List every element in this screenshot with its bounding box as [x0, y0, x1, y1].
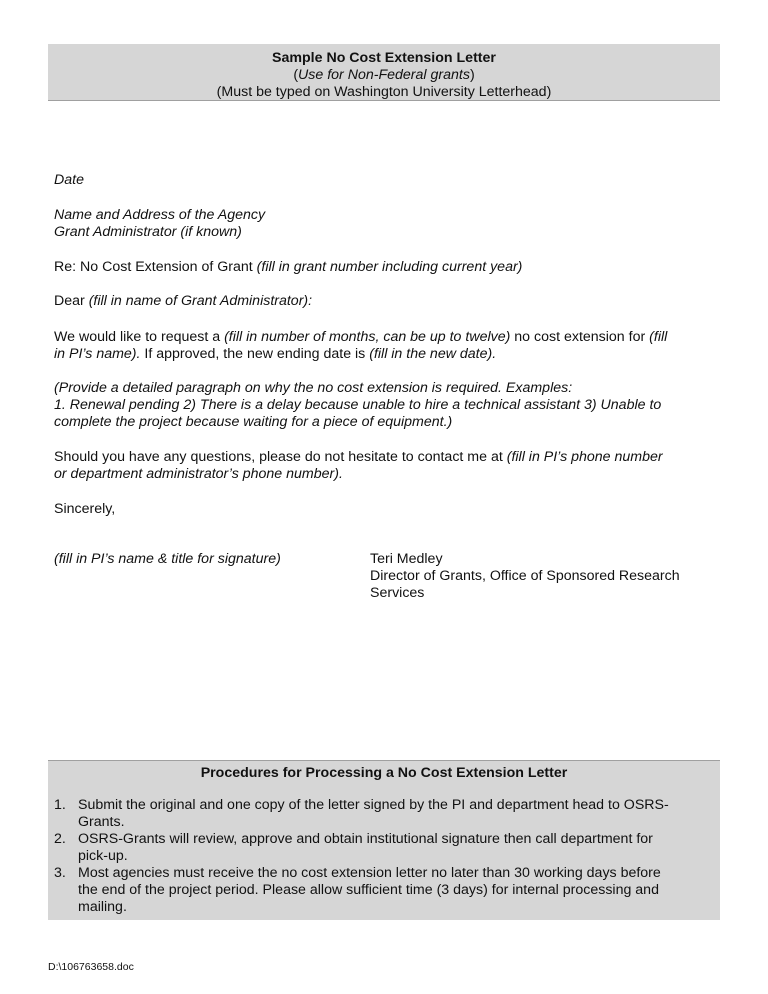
file-path-footer: D:\106763658.doc [48, 961, 134, 973]
letterhead-note: (Must be typed on Washington University Letterhead) [216, 84, 552, 100]
procedures-box [48, 760, 720, 920]
list-item: 1. Submit the original and one copy of the letter signed by the PI and department head to OSRS- Grants. [54, 797, 669, 830]
agency-address [54, 207, 720, 241]
list-item: 2. OSRS-Grants will review, approve and obtain institutional signature then call department for pick-up. [54, 831, 653, 864]
document-title: Sample No Cost Extension Letter [272, 50, 496, 66]
paragraph-justification: (Provide a detailed paragraph on why the no cost extension is required. Examples: 1. Renewal pending 2) There is a delay because unable to hire a technical assistant 3) Unable to complete the project because waiting for a piece of equipment.) [54, 380, 662, 430]
header-box [48, 44, 720, 101]
paragraph-contact: Should you have any questions, please do not hesitate to contact me at (fill in PI’s phone number or department administrator’s phone number). [54, 449, 663, 482]
signatory-title-2: Services [370, 585, 425, 601]
paragraph-request: We would like to request a (fill in number of months, can be up to twelve) no cost extension for (fill in PI’s name). If approved, the new ending date is (fill in the new date). [54, 329, 668, 362]
list-item: 3. Most agencies must receive the no cost extension letter no later than 30 working days before the end of the project period. Please allow sufficient time (3 days) for internal processing and mailing. [54, 865, 661, 915]
agency-line-1: Name and Address of the Agency [54, 207, 266, 223]
agency-line-2: Grant Administrator (if known) [54, 224, 242, 240]
signatory-title-1: Director of Grants, Office of Sponsored Research [370, 568, 680, 584]
date-line: Date [54, 172, 84, 188]
signatory-name: Teri Medley [370, 551, 443, 567]
signature-placeholder: (fill in PI’s name & title for signature) [54, 551, 281, 567]
salutation: Dear (fill in name of Grant Administrator): [54, 293, 313, 309]
procedures-title: Procedures for Processing a No Cost Extension Letter [200, 765, 568, 781]
document-subtitle: (Use for Non-Federal grants) [293, 67, 475, 83]
re-line: Re: No Cost Extension of Grant (fill in grant number including current year) [54, 259, 523, 275]
subtitle-italic: Use for Non-Federal grants [298, 67, 470, 83]
procedures-list [54, 797, 714, 916]
closing: Sincerely, [54, 501, 116, 517]
signature-block [370, 551, 720, 602]
